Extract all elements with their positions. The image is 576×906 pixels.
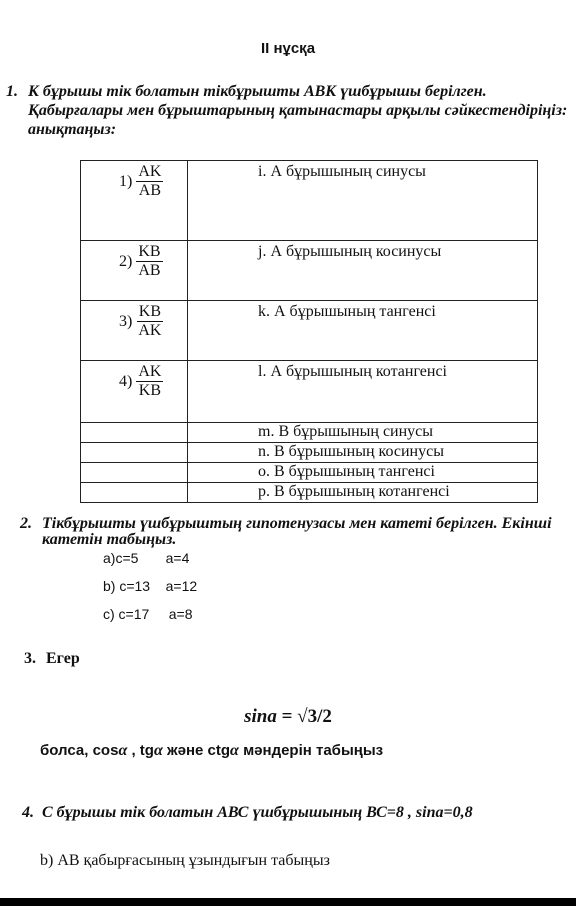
formula-rhs: √3/2	[297, 706, 332, 727]
question-4-subitem: b) АВ қабырғасының ұзындығын табыңыз	[40, 852, 330, 869]
task-text: , tg	[127, 742, 154, 759]
formula-equals: =	[276, 706, 298, 727]
question-2-item-c: c) c=17 a=8	[103, 606, 193, 622]
ratio-denominator: KB	[138, 382, 161, 399]
table-row	[81, 161, 538, 241]
ratio-fraction	[136, 163, 163, 200]
question-2-number: 2.	[20, 515, 32, 532]
alpha-symbol: α	[153, 742, 163, 759]
question-3-title: Егер	[46, 650, 80, 667]
table-row	[81, 463, 538, 483]
empty-cell	[81, 443, 188, 463]
ratio-fraction	[136, 303, 163, 340]
empty-cell	[81, 423, 188, 443]
ratio-denominator: AB	[138, 262, 161, 279]
ratio-cell	[81, 361, 188, 423]
table-row	[81, 483, 538, 503]
ratio-fraction	[136, 363, 163, 400]
task-text: болса, cos	[40, 742, 119, 759]
question-1-line-2: Қабырғалары мен бұрыштарының қатынастары арқылы сәйкестендіріңіз:	[28, 102, 568, 119]
answer-option: n. В бұрышының косинусы	[188, 443, 538, 463]
empty-cell	[81, 483, 188, 503]
ratio-numerator: AK	[138, 163, 162, 180]
task-text: және ctg	[162, 742, 231, 759]
answer-option: i. А бұрышының синусы	[188, 161, 538, 241]
ratio-cell	[81, 241, 188, 301]
alpha-symbol: α	[230, 742, 239, 759]
ratio-numerator: AK	[138, 363, 162, 380]
answer-option: m. В бұрышының синусы	[188, 423, 538, 443]
question-2-item-a: a)c=5 a=4	[103, 550, 190, 566]
table-row	[81, 423, 538, 443]
ratio-denominator: AK	[138, 322, 162, 339]
alpha-symbol: α	[118, 742, 128, 759]
question-1	[6, 82, 576, 139]
question-4	[22, 804, 473, 822]
task-text: мәндерін табыңыз	[238, 742, 384, 759]
ratio-numerator: KB	[138, 243, 161, 260]
question-4-text: С бұрышы тік болатын АВС үшбұрышының ВС=8 , sina=0,8	[42, 804, 473, 821]
formula-lhs: sina	[244, 706, 277, 727]
ratio-cell	[81, 161, 188, 241]
question-3-number: 3.	[24, 650, 36, 667]
answer-option: l. А бұрышының котангенсі	[188, 361, 538, 423]
table-row	[81, 241, 538, 301]
ratio-numerator: KB	[138, 303, 161, 320]
question-2	[20, 516, 576, 548]
question-3-task	[40, 742, 383, 760]
ratio-number: 3)	[119, 312, 133, 330]
ratio-cell	[81, 301, 188, 361]
variant-title: II нұсқа	[260, 40, 316, 57]
answer-option: k. А бұрышының тангенсі	[188, 301, 538, 361]
question-2-item-b: b) c=13 a=12	[103, 578, 198, 594]
ratio-denominator: AB	[138, 182, 161, 199]
ratio-number: 2)	[119, 252, 133, 270]
question-1-line-1: К бұрышы тік болатын тікбұрышты АВК үшбұрышы берілген.	[28, 83, 487, 100]
ratio-fraction	[136, 243, 162, 280]
table-row	[81, 443, 538, 463]
question-2-line-1: Тікбұрышты үшбұрыштың гипотенузасы мен катеті берілген. Екінші	[42, 515, 552, 532]
answer-option: p. В бұрышының котангенсі	[188, 483, 538, 503]
question-2-line-2: катетін табыңыз.	[42, 531, 177, 548]
table-row	[81, 301, 538, 361]
ratio-number: 4)	[119, 372, 133, 390]
ratio-number: 1)	[119, 172, 133, 190]
question-1-line-3: анықтаңыз:	[28, 121, 117, 138]
bottom-edge-bar	[0, 898, 576, 906]
answer-option: j. А бұрышының косинусы	[188, 241, 538, 301]
table-row	[81, 361, 538, 423]
question-3	[24, 650, 80, 668]
answer-option: o. В бұрышының тангенсі	[188, 463, 538, 483]
matching-table	[80, 160, 538, 503]
question-1-number: 1.	[6, 83, 18, 100]
sine-formula	[0, 706, 576, 728]
question-4-number: 4.	[22, 804, 34, 821]
empty-cell	[81, 463, 188, 483]
